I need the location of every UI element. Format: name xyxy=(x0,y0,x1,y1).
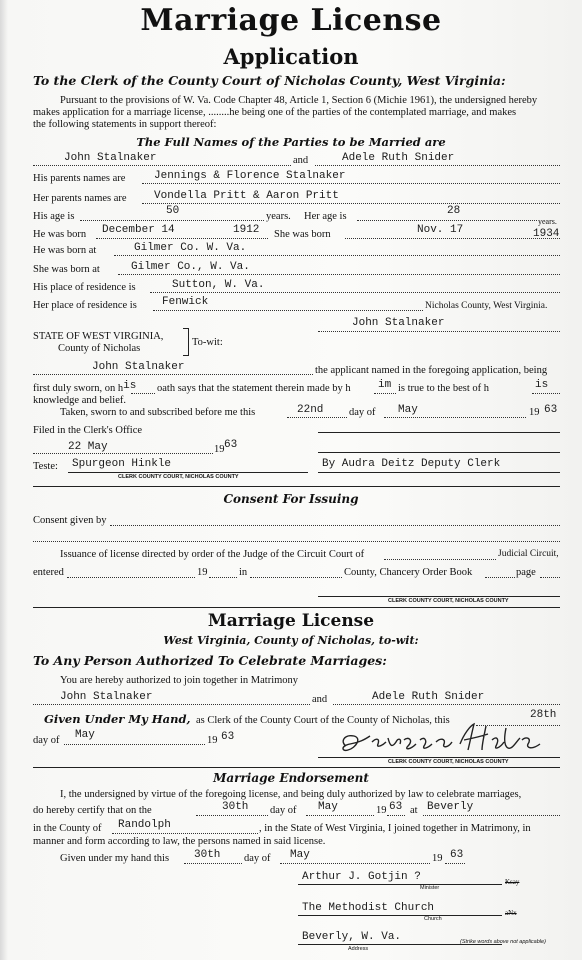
applicant-text: the applicant named in the foregoing application, being xyxy=(315,365,548,376)
sworn-his-1: is xyxy=(123,380,137,392)
his-age-label: His age is xyxy=(33,211,75,222)
clerk-signature xyxy=(336,716,560,760)
entered-year-prefix: 19 xyxy=(197,567,208,578)
teste-clerk-caption: CLERK COUNTY COURT, NICHOLAS COUNTY xyxy=(118,474,239,480)
filed-date: 22 May xyxy=(68,441,108,453)
license-title: Marriage License xyxy=(207,611,375,631)
his-parents: Jennings & Florence Stalnaker xyxy=(154,170,346,182)
endorsement-line-3b: , in the State of West Virginia, I joined together in Matrimony, in xyxy=(259,823,531,834)
he-born-at-label: He was born at xyxy=(33,245,97,256)
given-day-of: day of xyxy=(244,853,271,864)
filed-year: 63 xyxy=(224,439,238,451)
endorsement-day: 30th xyxy=(222,801,249,813)
document-title: Marriage License xyxy=(140,3,442,38)
license-year: 63 xyxy=(221,731,235,743)
her-parents: Vondella Pritt & Aaron Pritt xyxy=(154,190,339,202)
given-year-prefix: 19 xyxy=(432,853,443,864)
consent-clerk-caption: CLERK COUNTY COURT, NICHOLAS COUNTY xyxy=(388,598,509,604)
subscribed-year-prefix: 19 xyxy=(529,407,540,418)
clerk-signature-text xyxy=(336,716,337,717)
endorsement-county: Randolph xyxy=(118,819,171,831)
sworn-part-3: is true to the best of h xyxy=(398,383,489,394)
license-state-line: West Virginia, County of Nicholas, to-wit: xyxy=(163,634,419,647)
her-age: 28 xyxy=(447,205,461,217)
teste-label: Teste: xyxy=(33,461,58,472)
strike-note: (Strike words above not applicable) xyxy=(460,939,546,945)
her-parents-label: Her parents names are xyxy=(33,193,127,204)
county-state-suffix: Nicholas County, West Virginia. xyxy=(425,301,548,311)
endorsement-year-prefix: 19 xyxy=(376,805,387,816)
document-subtitle: Application xyxy=(223,44,359,69)
endorsement-month: May xyxy=(318,801,338,813)
given-month: May xyxy=(290,849,310,861)
years-label-2: years. xyxy=(538,217,557,226)
he-born-date: December 14 xyxy=(102,224,175,236)
sworn-part-1: first duly sworn, on h xyxy=(33,383,124,394)
he-born-label: He was born xyxy=(33,229,87,240)
minister-caption: Minister xyxy=(420,885,440,891)
his-age: 50 xyxy=(166,205,180,217)
she-born-year: 1934 xyxy=(533,228,560,240)
groom-name: John Stalnaker xyxy=(64,152,157,164)
given-under-label: Given under my hand this xyxy=(60,853,170,864)
he-born-at: Gilmer Co. W. Va. xyxy=(134,242,247,254)
subscribed-day-of: day of xyxy=(349,407,376,418)
to-any-person: To Any Person Authorized To Celebrate Marriages: xyxy=(33,653,387,668)
deputy-clerk: By Audra Deitz Deputy Clerk xyxy=(322,458,501,470)
state-bracket xyxy=(183,328,189,356)
subscribed-month: May xyxy=(398,404,418,416)
judicial-circuit-label: Judicial Circuit, xyxy=(498,549,559,559)
consent-given-by: Consent given by xyxy=(33,515,107,526)
sworn-him: im xyxy=(378,379,392,391)
authorized-text: You are hereby authorized to join together in Matrimony xyxy=(60,675,299,686)
subscribed-text: Taken, sworn to and subscribed before me this xyxy=(60,407,256,418)
and-label: and xyxy=(293,155,309,166)
state-label: STATE OF WEST VIRGINIA, xyxy=(33,331,164,342)
endorsement-heading: Marriage Endorsement xyxy=(213,771,369,785)
as-clerk-text: as Clerk of the County Court of the County of Nicholas, this xyxy=(196,715,450,726)
sworn-part-2: oath says that the statement therein made by h xyxy=(157,383,351,394)
intro-line-3: the following statements in support thereof: xyxy=(33,119,217,130)
she-born-date: Nov. 17 xyxy=(417,224,464,236)
address-caption: Address xyxy=(348,946,369,952)
minister-name: Arthur J. Gotjin ? xyxy=(302,871,421,883)
entered-label: entered xyxy=(33,567,64,578)
church-strike: aNx xyxy=(505,909,517,917)
she-born-label: She was born xyxy=(274,229,331,240)
county-label: County of Nicholas xyxy=(58,343,141,354)
license-day-number: 28th xyxy=(530,709,557,721)
page-label: page xyxy=(516,567,536,578)
license-and: and xyxy=(312,694,328,705)
subscribed-year: 63 xyxy=(544,404,558,416)
filed-year-prefix: 19 xyxy=(214,444,225,455)
license-month: May xyxy=(75,729,95,741)
in-label: in xyxy=(239,567,248,578)
license-day-of: day of xyxy=(33,735,60,746)
his-residence-label: His place of residence is xyxy=(33,282,136,293)
filed-label: Filed in the Clerk's Office xyxy=(33,425,143,436)
her-residence: Fenwick xyxy=(162,296,209,308)
sworn-line xyxy=(33,380,137,395)
intro-line-1: Pursuant to the provisions of W. Va. Code Chapter 48, Article 1, Section 6 (Michie 1961), the undersigned hereby xyxy=(60,95,538,106)
endorsement-line-1: I, the undersigned by virtue of the foregoing license, and being duly authorized by law to celebrate marriages, xyxy=(60,789,522,800)
minister-strike: Ksay xyxy=(505,878,520,886)
license-groom: John Stalnaker xyxy=(60,691,153,703)
her-age-label: Her age is xyxy=(304,211,347,222)
she-born-at: Gilmer Co., W. Va. xyxy=(131,261,250,273)
endorsement-at: at xyxy=(410,805,418,816)
license-clerk-caption: CLERK COUNTY COURT, NICHOLAS COUNTY xyxy=(388,759,509,765)
teste-name: Spurgeon Hinkle xyxy=(72,458,172,470)
intro-line-2: makes application for a marriage license, ........he being one of the parties of the contemplated marriage, and makes xyxy=(33,107,517,118)
her-residence-label: Her place of residence is xyxy=(33,300,137,311)
knowledge-text: knowledge and belief. xyxy=(33,395,127,406)
years-label: years. xyxy=(266,211,291,222)
endorsement-line-2: do hereby certify that on the xyxy=(33,805,152,816)
bride-name: Adele Ruth Snider xyxy=(342,152,455,164)
his-residence: Sutton, W. Va. xyxy=(172,279,265,291)
endorsement-line-4: manner and form according to law, the persons named in said license. xyxy=(33,836,326,847)
he-born-year: 1912 xyxy=(233,224,260,236)
license-year-prefix: 19 xyxy=(207,735,218,746)
to-wit-label: To-wit: xyxy=(192,337,223,348)
given-year: 63 xyxy=(450,849,464,861)
issuance-text: Issuance of license directed by order of the Judge of the Circuit Court of xyxy=(60,549,365,560)
subscribed-day: 22nd xyxy=(297,404,324,416)
given-under-hand: Given Under My Hand, xyxy=(44,712,191,726)
applicant-name: John Stalnaker xyxy=(92,361,185,373)
license-bride: Adele Ruth Snider xyxy=(372,691,485,703)
consent-heading: Consent For Issuing xyxy=(223,492,359,506)
sworn-his-2: is xyxy=(535,379,549,391)
endorsement-day-of: day of xyxy=(270,805,297,816)
church-name: The Methodist Church xyxy=(302,902,435,914)
given-day: 30th xyxy=(194,849,221,861)
endorsement-place: Beverly xyxy=(427,801,474,813)
address-value: Beverly, W. Va. xyxy=(302,931,402,943)
applicant-signature: John Stalnaker xyxy=(352,317,445,329)
endorsement-line-3: in the County of xyxy=(33,823,102,834)
church-caption: Church xyxy=(424,916,442,922)
addressee-line: To the Clerk of the County Court of Nicholas County, West Virginia: xyxy=(33,73,506,88)
parties-heading: The Full Names of the Parties to be Married are xyxy=(136,135,446,149)
county-book-label: County, Chancery Order Book xyxy=(344,567,473,578)
she-born-at-label: She was born at xyxy=(33,264,100,275)
his-parents-label: His parents names are xyxy=(33,173,126,184)
endorsement-year: 63 xyxy=(389,801,403,813)
